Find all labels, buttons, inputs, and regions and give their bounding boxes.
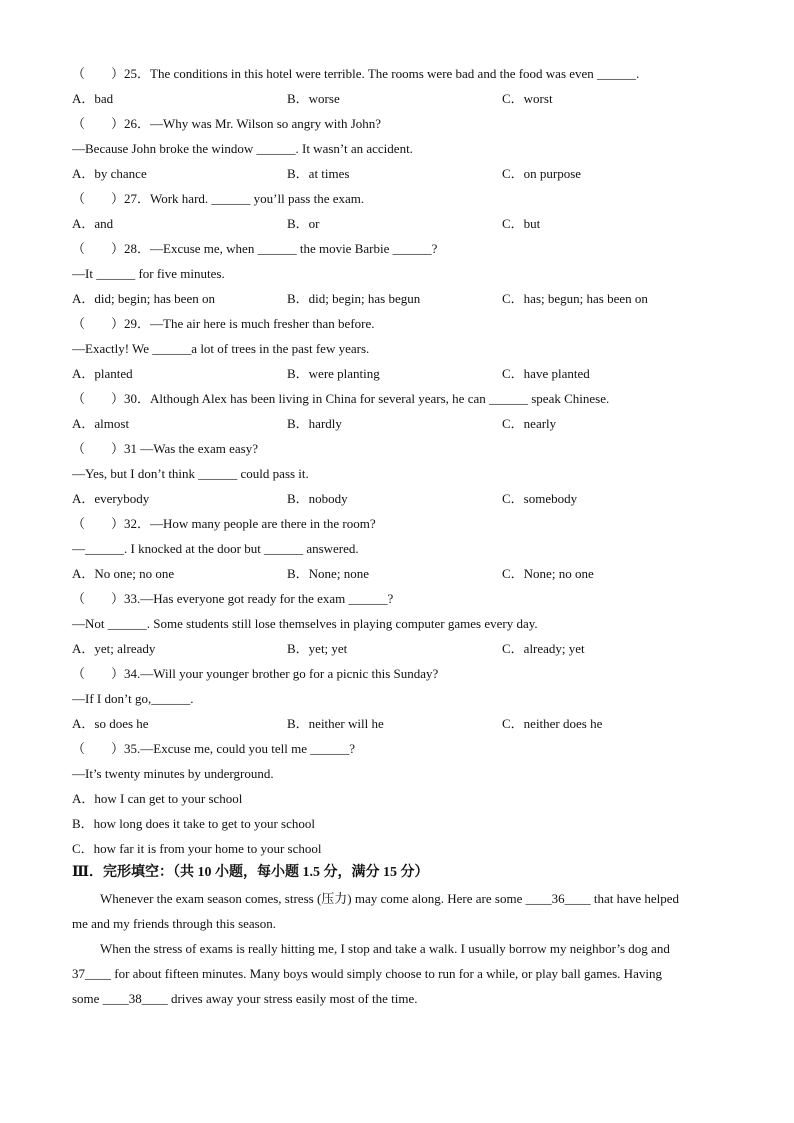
option-a: A．almost [72, 416, 130, 431]
question-31-stem: （ ）31 —Was the exam easy? [72, 441, 258, 456]
paragraph-2-line-1: When the stress of exams is really hitting me, I stop and take a walk. I usually borrow my neighbor’s dog and [100, 941, 670, 956]
question-26-stem: （ ）26．—Why was Mr. Wilson so angry with John? [72, 116, 382, 131]
option-b: B．nobody [287, 491, 348, 506]
option-a: A．how I can get to your school [72, 791, 243, 806]
question-27-options [72, 211, 726, 236]
option-c: C．nearly [502, 416, 557, 431]
text: some [72, 991, 103, 1006]
question-30-stem: （ ）30．Although Alex has been living in China for several years, he can ______ speak Chinese. [72, 391, 610, 406]
option-c: C．have planted [502, 366, 590, 381]
paragraph-2-line-2 [72, 961, 726, 986]
section-heading: Ⅲ．完形填空：（共 10 小题，每小题 1.5 分，满分 15 分） [72, 865, 429, 880]
option-b: B．worse [287, 91, 340, 106]
question-26-reply: —Because John broke the window ______. It wasn’t an accident. [72, 141, 413, 156]
option-a: A．No one; no one [72, 566, 175, 581]
question-32-options [72, 561, 726, 586]
option-a: A．by chance [72, 166, 147, 181]
option-b: B．or [287, 216, 320, 231]
option-b: B．yet; yet [287, 641, 348, 656]
paragraph-1-line-2: me and my friends through this season. [72, 916, 276, 931]
option-c: C．None; no one [502, 566, 594, 581]
option-a: A．planted [72, 366, 133, 381]
option-a: A．did; begin; has been on [72, 291, 215, 306]
question-31-options [72, 486, 726, 511]
blank-38: ____38____ [102, 991, 168, 1006]
option-a: A．bad [72, 91, 114, 106]
option-a: A．everybody [72, 491, 150, 506]
option-b: B．None; none [287, 566, 369, 581]
option-c: C．how far it is from your home to your school [72, 841, 322, 856]
option-b: B．did; begin; has begun [287, 291, 421, 306]
question-32-stem: （ ）32．—How many people are there in the room? [72, 516, 376, 531]
text: for about fifteen minutes. Many boys would simply choose to run for a while, or play ball games. Having [111, 966, 662, 981]
question-33-reply: —Not ______. Some students still lose themselves in playing computer games every day. [72, 616, 538, 631]
text: drives away your stress easily most of the time. [167, 991, 418, 1006]
question-27-stem: （ ）27．Work hard. ______ you’ll pass the exam. [72, 191, 365, 206]
option-c: C．has; begun; has been on [502, 291, 648, 306]
question-35-reply: —It’s twenty minutes by underground. [72, 766, 274, 781]
blank-37: 37____ [72, 966, 111, 981]
question-28-stem: （ ）28．—Excuse me, when ______ the movie Barbie ______? [72, 241, 438, 256]
question-33-options [72, 636, 726, 661]
option-b: B．hardly [287, 416, 342, 431]
question-29-stem: （ ）29．—The air here is much fresher than before. [72, 316, 375, 331]
option-b: B．at times [287, 166, 350, 181]
option-b: B．were planting [287, 366, 380, 381]
option-a: A．yet; already [72, 641, 156, 656]
question-29-reply: —Exactly! We ______a lot of trees in the past few years. [72, 341, 370, 356]
question-25-stem: （ ）25．The conditions in this hotel were terrible. The rooms were bad and the food was even ______. [72, 66, 640, 81]
option-c: C．but [502, 216, 541, 231]
text: Whenever the exam season comes, stress (压力) may come along. Here are some [100, 891, 526, 906]
question-35-stem: （ ）35.—Excuse me, could you tell me ______? [72, 741, 356, 756]
question-34-stem: （ ）34.—Will your younger brother go for a picnic this Sunday? [72, 666, 439, 681]
question-28-options [72, 286, 726, 311]
option-c: C．worst [502, 91, 553, 106]
text: that have helped [590, 891, 680, 906]
option-b: B．neither will he [287, 716, 384, 731]
blank-36: ____36____ [525, 891, 591, 906]
paragraph-2-line-3 [72, 986, 726, 1011]
question-34-options [72, 711, 726, 736]
question-26-options [72, 161, 726, 186]
question-32-reply: —______. I knocked at the door but ______ answered. [72, 541, 359, 556]
question-34-reply: —If I don’t go,______. [72, 691, 194, 706]
option-c: C．somebody [502, 491, 578, 506]
question-29-options [72, 361, 726, 386]
option-a: A．so does he [72, 716, 149, 731]
option-a: A．and [72, 216, 114, 231]
question-33-stem: （ ）33.—Has everyone got ready for the exam ______? [72, 591, 394, 606]
option-c: C．on purpose [502, 166, 582, 181]
option-b: B．how long does it take to get to your school [72, 816, 316, 831]
question-25-options [72, 86, 726, 111]
paragraph-1-line-1 [72, 886, 726, 911]
option-c: C．already; yet [502, 641, 585, 656]
question-30-options [72, 411, 726, 436]
question-28-reply: —It ______ for five minutes. [72, 266, 225, 281]
option-c: C．neither does he [502, 716, 603, 731]
question-31-reply: —Yes, but I don’t think ______ could pass it. [72, 466, 309, 481]
